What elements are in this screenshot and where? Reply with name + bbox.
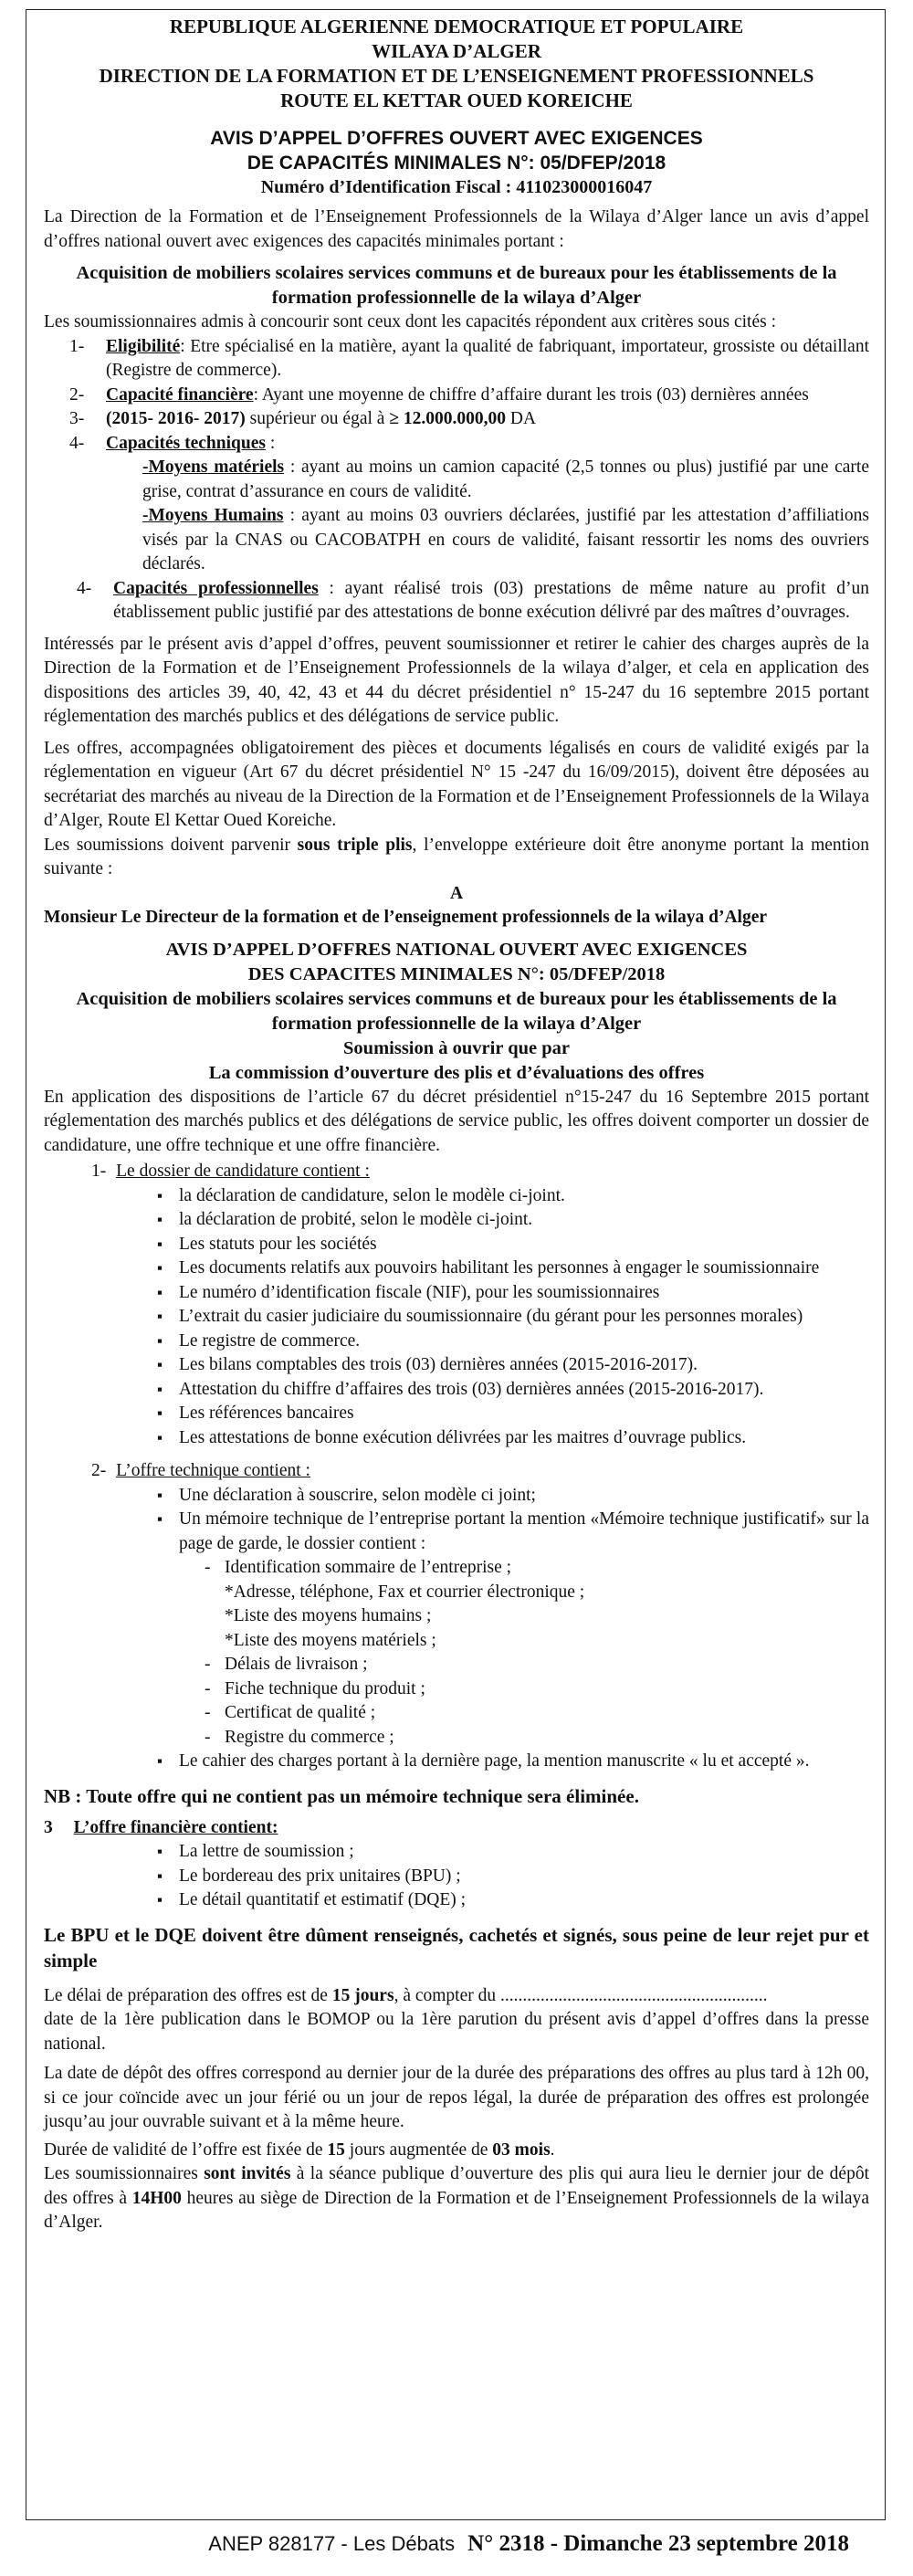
notice-title: AVIS D’APPEL D’OFFRES OUVERT AVEC EXIGENCES	[210, 128, 703, 149]
criterion-text: : Ayant une moyenne de chiffre d’affaire durant les trois (03) dernières années	[253, 384, 809, 405]
list-item: ▪ La lettre de soumission ;	[153, 1840, 869, 1865]
addressee: Monsieur Le Directeur de la formation et de l’enseignement professionnels de la wilaya d’Alger	[44, 908, 768, 927]
list-item: ▪ Le numéro d’identification fiscale (NIF), pour les soumissionnaires	[153, 1281, 869, 1306]
list-item: ▪ la déclaration de probité, selon le modèle ci-joint.	[153, 1208, 869, 1233]
triple-plis: sous triple plis	[297, 835, 413, 855]
criterion-label: Capacités techniques	[106, 433, 266, 453]
ge-symbol: ≥	[389, 409, 399, 428]
dossier-list	[153, 1184, 869, 1451]
list-item: ▪ Le détail quantitatif et estimatif (DQE) ;	[153, 1888, 869, 1913]
list-item: ▪ Les documents relatifs aux pouvoirs habilitant les personnes à engager le soumissionnaire	[153, 1256, 869, 1281]
sub-item: - Identification sommaire de l’entreprise ;	[199, 1556, 869, 1581]
delay-days: 15 jours	[331, 1985, 394, 2005]
list-item: ▪ Les statuts pour les sociétés	[153, 1233, 869, 1257]
sub-item: *Adresse, téléphone, Fax et courrier électronique ;	[225, 1582, 585, 1602]
opening-invited: sont invités	[204, 2164, 291, 2183]
sub-item: - Délais de livraison ;	[199, 1653, 869, 1677]
financiere-list	[153, 1840, 869, 1913]
sub-item: *Liste des moyens humains ;	[225, 1606, 432, 1625]
opening-text-2: à la séance publique d’ouverture des plis qui aura lieu le dernier jour de dépôt des offres à	[44, 2164, 869, 2208]
admission-paragraph: Les soumissionnaires admis à concourir sont ceux dont les capacités répondent aux critères sous cités :	[44, 312, 776, 331]
criterion-colon: :	[265, 433, 276, 453]
envelope-open-by: Soumission à ouvrir que par	[343, 1037, 570, 1058]
delay-text-2: , à compter du ............................................................	[394, 1985, 768, 2005]
object-title: Acquisition de mobiliers scolaires services communs et de bureaux pour les établissements de la formation professionnelle de la wilaya d’Alger	[76, 263, 837, 308]
criterion-number: 1-	[69, 336, 85, 356]
header-address: ROUTE EL KETTAR OUED KOREICHE	[280, 89, 633, 111]
envelope-paragraph	[44, 834, 869, 882]
list-item: ▪ Le bordereau des prix unitaires (BPU) ;	[153, 1865, 869, 1889]
criterion-professional	[77, 577, 869, 626]
criterion-technical	[69, 432, 869, 457]
human-means-label: -Moyens Humains	[142, 506, 284, 525]
turnover-amount: 12.000.000,00	[399, 409, 506, 428]
currency: DA	[506, 409, 537, 428]
section-title: L’offre financière contient:	[73, 1817, 278, 1837]
section-number: 2-	[91, 1461, 107, 1480]
technique-list-end	[153, 1750, 869, 1774]
list-item: ▪ Un mémoire technique de l’entreprise portant la mention «Mémoire technique justificatif» sur la page de garde, le dossier contient :	[153, 1508, 869, 1556]
list-item: ▪ Attestation du chiffre d’affaires des trois (03) dernières années (2015-2016-2017).	[153, 1378, 869, 1403]
opening-text-3: heures au siège de Direction de la Formation et de l’Enseignement Professionnels de la wilaya d’Alger.	[44, 2188, 869, 2232]
delay-text: Le délai de préparation des offres est de	[44, 1985, 332, 2005]
list-item: ▪ Le registre de commerce.	[153, 1330, 869, 1354]
list-item: ▪ Les références bancaires	[153, 1402, 869, 1426]
envelope-object: Acquisition de mobiliers scolaires services communs et de bureaux pour les établissements de la formation professionnelle de la wilaya d’Alger	[76, 988, 837, 1034]
issue-number-date: N° 2318 - Dimanche 23 septembre 2018	[467, 2531, 849, 2556]
validity-text-2: jours augmentée de	[344, 2140, 493, 2160]
section-number: 3	[44, 1817, 53, 1837]
material-means-text: : ayant au moins un camion capacité (2,5 tonnes ou plus) justifié par une carte grise, contrat d’assurance en cours de validité.	[142, 457, 869, 501]
section-number: 1-	[91, 1162, 107, 1181]
validity-months: 03 mois	[492, 2140, 551, 2160]
criterion-label: Eligibilité	[106, 336, 181, 356]
list-item: ▪ Les attestations de bonne exécution délivrées par les maitres d’ouvrage publics.	[153, 1426, 869, 1451]
list-item: ▪ Le cahier des charges portant à la dernière page, la mention manuscrite « lu et accepté ».	[153, 1750, 869, 1774]
anep-reference: ANEP 828177 - Les Débats	[208, 2532, 456, 2555]
criterion-text: : Etre spécialisé en la matière, ayant la qualité de fabriquant, importateur, grossiste ou détaillant (Registre de commerce).	[106, 336, 869, 380]
envelope-title: AVIS D’APPEL D’OFFRES NATIONAL OUVERT AVEC EXIGENCES	[165, 939, 748, 960]
envelope-title-number: DES CAPACITES MINIMALES N°: 05/DFEP/2018	[247, 963, 666, 984]
sub-item: - Certificat de qualité ;	[199, 1701, 869, 1726]
list-item: ▪ la déclaration de candidature, selon le modèle ci-joint.	[153, 1184, 869, 1209]
validity-days: 15	[327, 2140, 345, 2160]
turnover-text: supérieur ou égal à	[245, 409, 390, 428]
human-means	[142, 504, 869, 577]
turnover-years: (2015- 2016- 2017)	[106, 409, 246, 428]
interested-paragraph: Intéressés par le présent avis d’appel d’offres, peuvent soumissionner et retirer le cahier des charges auprès de la Direction de la Formation et de l’Enseignement Professionnels de la wilaya d’alger, et cela en application des dispositions des articles 39, 40, 42, 43 et 44 du décret présidentiel n° 15-247 du 16 septembre 2015 portant réglementation des marchés publics et des délégations de service public.	[44, 634, 869, 726]
intro-paragraph: La Direction de la Formation et de l’Enseignement Professionnels de la Wilaya d’Alger lance un avis d’appel d’offres national ouvert avec exigences des capacités minimales portant :	[44, 207, 869, 251]
criterion-eligibility	[69, 335, 869, 384]
delay-paragraph	[44, 1984, 869, 2009]
opening-text: Les soumissionnaires	[44, 2164, 205, 2183]
criterion-number: 4-	[77, 578, 92, 598]
offers-paragraph: Les offres, accompagnées obligatoirement des pièces et documents légalisés en cours de validité exigés par la réglementation en vigueur (Art 67 du décret présidentiel N° 15 -247 du 16/09/2015), doivent être déposées au secrétariat des marchés au niveau de la Direction de la Formation et de l’Enseignement Professionnels de la Wilaya d’Alger, Route El Kettar Oued Koreiche.	[44, 738, 869, 830]
section-title: Le dossier de candidature contient :	[116, 1162, 370, 1181]
deposit-paragraph: La date de dépôt des offres correspond au dernier jour de la durée des préparations des offres au plus tard à 12h 00, si ce jour coïncide avec un jour férié ou un jour de repos légal, la durée de préparation des offres est prolongée jusqu’au jour ouvrable suivant et à la même heure.	[44, 2064, 869, 2131]
financiere-heading	[44, 1816, 869, 1841]
criterion-number: 3-	[69, 409, 85, 428]
technique-list	[153, 1484, 869, 1557]
validity-dot: .	[550, 2140, 555, 2160]
criterion-label: Capacités professionnelles	[113, 578, 319, 598]
criterion-label: Capacité financière	[106, 384, 254, 405]
notice-title-number: DE CAPACITÉS MINIMALES N°: 05/DFEP/2018	[247, 152, 666, 173]
sub-item: *Liste des moyens matériels ;	[225, 1630, 436, 1650]
envelope-text-end: , l’enveloppe extérieure doit être anonyme portant la mention suivante :	[44, 835, 870, 878]
sub-item: - Registre du commerce ;	[199, 1726, 869, 1751]
criterion-number: 2-	[69, 384, 85, 405]
list-item: ▪ Une déclaration à souscrire, selon modèle ci joint;	[153, 1484, 869, 1509]
criterion-turnover	[69, 407, 869, 432]
application-paragraph: En application des dispositions de l’article 67 du décret présidentiel n°15-247 du 16 Septembre 2015 portant réglementation des marchés publics et des délégations de service public, les offres doivent comporter un dossier de candidature, une offre technique et une offre financière.	[44, 1087, 869, 1155]
material-means	[142, 456, 869, 504]
sub-item: - Fiche technique du produit ;	[199, 1677, 869, 1702]
header-wilaya: WILAYA D’ALGER	[372, 40, 541, 62]
validity-paragraph	[44, 2139, 869, 2163]
nb-note: NB : Toute offre qui ne contient pas un mémoire technique sera éliminée.	[44, 1784, 639, 1807]
opening-hour: 14H00	[131, 2188, 182, 2208]
envelope-text: Les soumissions doivent parvenir	[44, 835, 298, 855]
human-means-text: : ayant au moins 03 ouvriers déclarées, justifié par les attestation d’affiliations visés par la CNAS ou CACOBATPH en cours de validité, faisant ressortir les noms des ouvriers déclarés.	[142, 506, 869, 573]
dossier-heading	[91, 1160, 869, 1184]
validity-text: Durée de validité de l’offre est fixée de	[44, 2140, 328, 2160]
publication-paragraph: date de la 1ère publication dans le BOMOP ou la 1ère parution du présent avis d’appel d’offres dans la presse national.	[44, 2010, 869, 2054]
memoire-sublist	[199, 1556, 869, 1750]
envelope-commission: La commission d’ouverture des plis et d’évaluations des offres	[208, 1062, 705, 1083]
opening-paragraph	[44, 2162, 869, 2235]
criterion-text: : ayant réalisé trois (03) prestations de même nature au profit d’un établissement public justifié par des attestations de bonne exécution délivré par des maîtres d’ouvrages.	[113, 578, 869, 622]
list-item: ▪ L’extrait du casier judiciaire du soumissionnaire (du gérant pour les personnes morales)	[153, 1305, 869, 1330]
criterion-number: 4-	[69, 433, 85, 453]
material-means-label: -Moyens matériels	[142, 457, 285, 477]
section-title: L’offre technique contient :	[116, 1461, 310, 1480]
header-direction: DIRECTION DE LA FORMATION ET DE L’ENSEIGNEMENT PROFESSIONNELS	[99, 65, 814, 87]
technique-heading	[91, 1459, 869, 1484]
tender-notice	[44, 15, 869, 2235]
bpu-note: Le BPU et le DQE doivent être dûment renseignés, cachetés et signés, sous peine de leur rejet pur et simple	[44, 1923, 869, 1971]
addressee-a: A	[449, 883, 464, 903]
page-footer	[0, 2526, 913, 2562]
header-republic: REPUBLIQUE ALGERIENNE DEMOCRATIQUE ET POPULAIRE	[169, 16, 744, 37]
fiscal-id: Numéro d’Identification Fiscal : 411023000016047	[260, 177, 653, 197]
criterion-financial	[69, 384, 869, 408]
list-item: ▪ Les bilans comptables des trois (03) dernières années (2015-2016-2017).	[153, 1353, 869, 1378]
